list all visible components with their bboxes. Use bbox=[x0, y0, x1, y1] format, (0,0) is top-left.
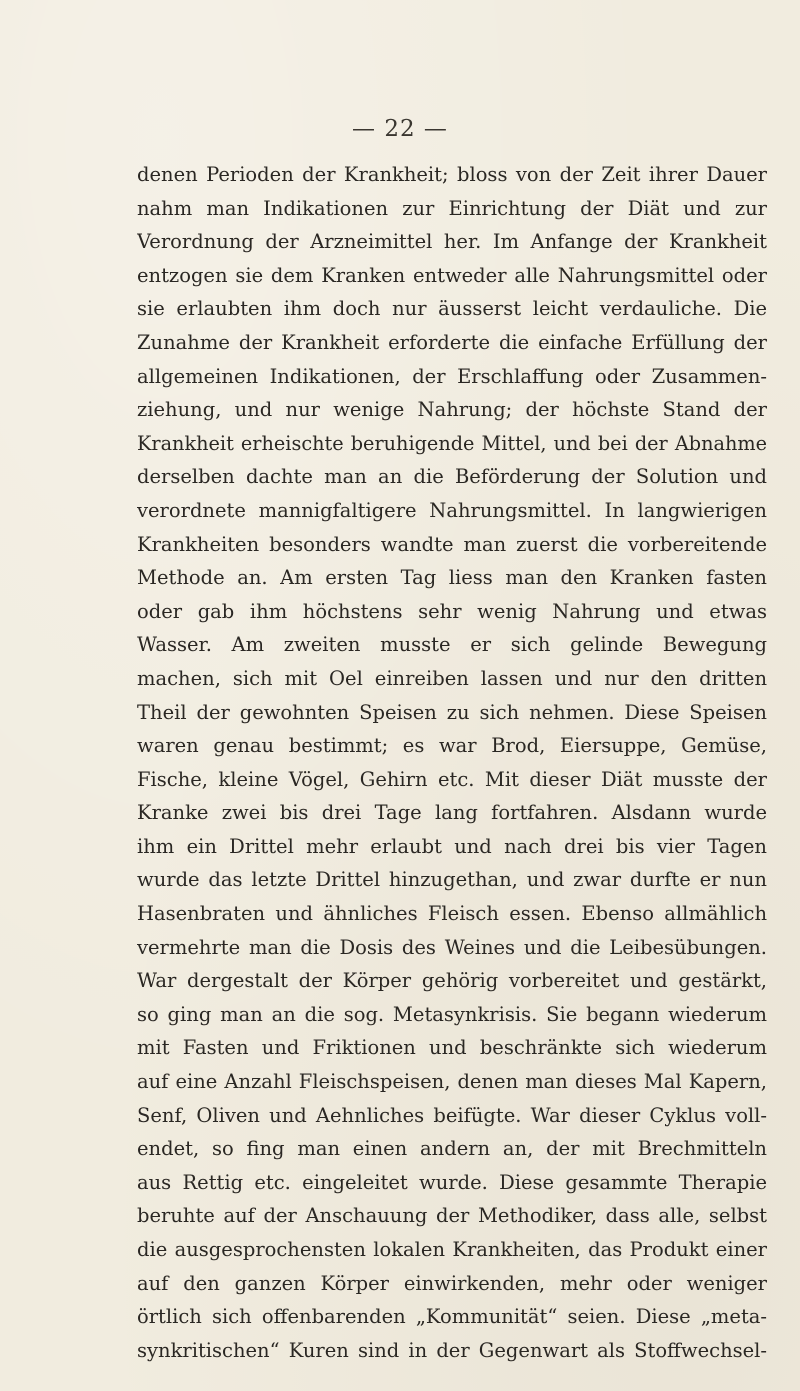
text-line: Wasser. Am zweiten musste er sich gelinde Bewegung bbox=[137, 633, 767, 657]
text-line: Methode an. Am ersten Tag liess man den Kranken fasten bbox=[137, 566, 767, 590]
text-line: oder gab ihm höchstens sehr wenig Nahrung und etwas bbox=[137, 599, 767, 623]
text-line: nahm man Indikationen zur Einrichtung der Diät und zur bbox=[137, 196, 767, 220]
text-line: auf den ganzen Körper einwirkenden, mehr oder weniger bbox=[137, 1271, 767, 1295]
text-line: Krankheiten besonders wandte man zuerst die vorbereitende bbox=[137, 532, 767, 556]
text-line: ziehung, und nur wenige Nahrung; der höchste Stand der bbox=[137, 398, 767, 422]
text-line: örtlich sich offenbarenden „Kommunität“ seien. Diese „meta- bbox=[137, 1305, 767, 1329]
text-line: sie erlaubten ihm doch nur äusserst leicht verdauliche. Die bbox=[137, 297, 767, 321]
text-line: denen Perioden der Krankheit; bloss von der Zeit ihrer Dauer bbox=[137, 163, 767, 186]
text-line: endet, so fing man einen andern an, der mit Brechmitteln bbox=[137, 1137, 767, 1161]
text-line: Fische, kleine Vögel, Gehirn etc. Mit dieser Diät musste der bbox=[137, 767, 767, 791]
text-line: verordnete mannigfaltigere Nahrungsmittel. In langwierigen bbox=[137, 498, 767, 522]
text-line: Zunahme der Krankheit erforderte die einfache Erfüllung der bbox=[137, 330, 767, 354]
text-line: aus Rettig etc. eingeleitet wurde. Diese gesammte Therapie bbox=[137, 1170, 767, 1194]
text-line: waren genau bestimmt; es war Brod, Eiersuppe, Gemüse, bbox=[137, 734, 767, 758]
text-line: wurde das letzte Drittel hinzugethan, und zwar durfte er nun bbox=[137, 868, 767, 892]
text-line: Theil der gewohnten Speisen zu sich nehmen. Diese Speisen bbox=[137, 700, 767, 724]
text-line: Hasenbraten und ähnliches Fleisch essen. Ebenso allmählich bbox=[137, 902, 767, 926]
text-line: auf eine Anzahl Fleischspeisen, denen man dieses Mal Kapern, bbox=[137, 1070, 767, 1094]
text-line: Kranke zwei bis drei Tage lang fortfahren. Alsdann wurde bbox=[137, 801, 767, 825]
text-line: entzogen sie dem Kranken entweder alle Nahrungsmittel oder bbox=[137, 263, 767, 287]
text-line: Krankheit erheischte beruhigende Mittel, und bei der Abnahme bbox=[137, 431, 767, 455]
text-line: beruhte auf der Anschauung der Methodiker, dass alle, selbst bbox=[137, 1204, 767, 1228]
text-line: War dergestalt der Körper gehörig vorbereitet und gestärkt, bbox=[137, 969, 767, 993]
body-text bbox=[137, 158, 767, 1367]
text-line: Verordnung der Arzneimittel her. Im Anfange der Krankheit bbox=[137, 230, 767, 254]
text-line: Senf, Oliven und Aehnliches beifügte. War dieser Cyklus voll- bbox=[137, 1103, 767, 1127]
text-line: ihm ein Drittel mehr erlaubt und nach drei bis vier Tagen bbox=[137, 834, 767, 858]
text-line: so ging man an die sog. Metasynkrisis. Sie begann wiederum bbox=[137, 1002, 767, 1026]
text-line: derselben dachte man an die Beförderung der Solution und bbox=[137, 465, 767, 489]
text-line: allgemeinen Indikationen, der Erschlaffung oder Zusammen- bbox=[137, 364, 767, 388]
text-line: machen, sich mit Oel einreiben lassen und nur den dritten bbox=[137, 666, 767, 690]
text-line: synkritischen“ Kuren sind in der Gegenwart als Stoffwechsel- bbox=[137, 1338, 767, 1362]
text-line: mit Fasten und Friktionen und beschränkte sich wiederum bbox=[137, 1036, 767, 1060]
text-line: die ausgesprochensten lokalen Krankheiten, das Produkt einer bbox=[137, 1238, 767, 1261]
page-number: — 22 — bbox=[352, 116, 448, 142]
text-line: vermehrte man die Dosis des Weines und die Leibesübungen. bbox=[137, 935, 767, 959]
